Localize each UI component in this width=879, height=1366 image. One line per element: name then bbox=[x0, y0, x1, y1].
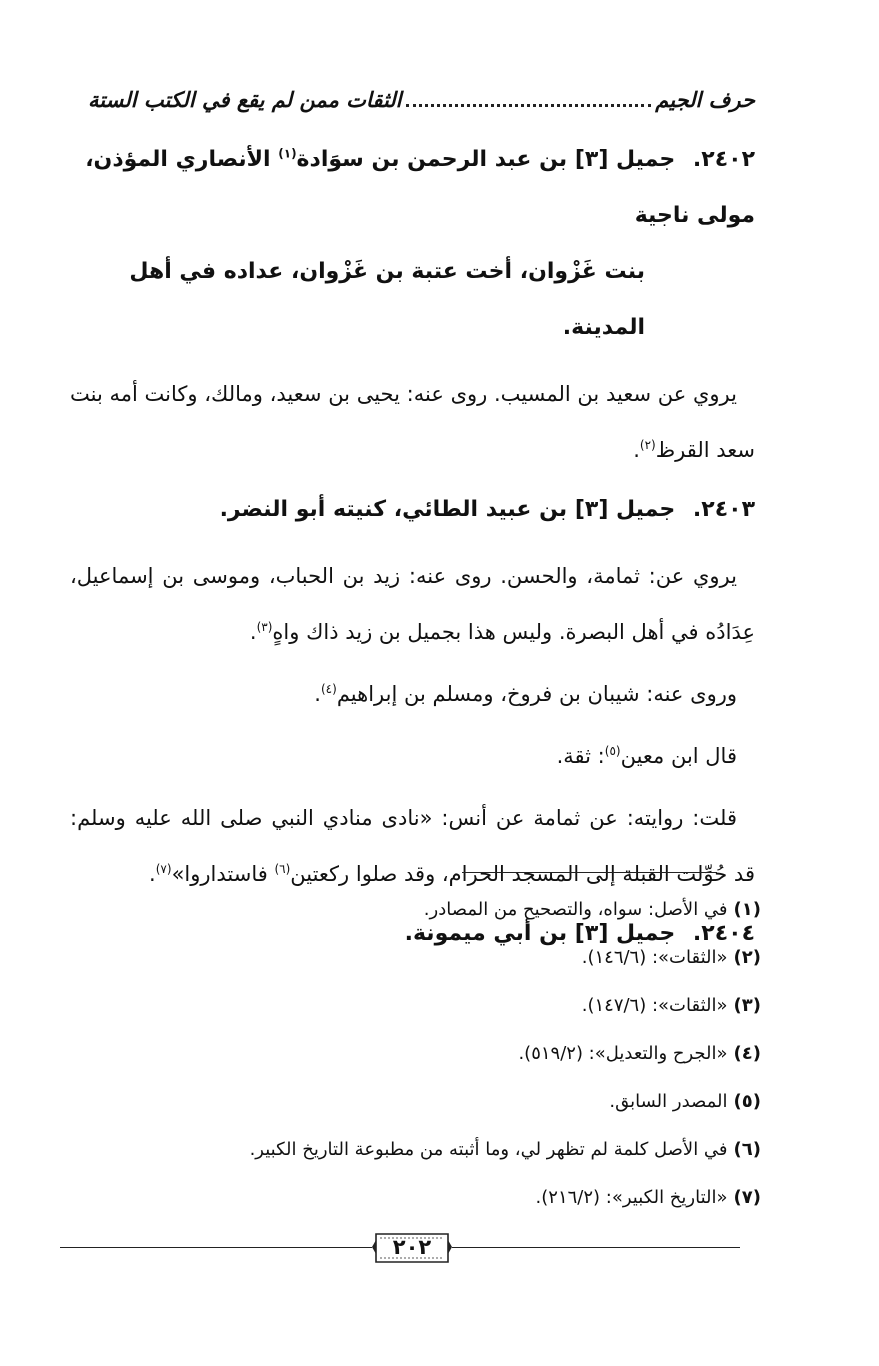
footnote-item bbox=[100, 1030, 761, 1078]
footnote-text: «الثقات»: (١٤٦/٦). bbox=[581, 947, 728, 968]
paragraph-end: . bbox=[314, 682, 321, 706]
main-text bbox=[70, 132, 755, 962]
paragraph-end: . bbox=[149, 862, 156, 886]
footnote-item bbox=[100, 934, 761, 982]
footnote-ref: (٥) bbox=[604, 744, 621, 758]
footnote-text: في الأصل: سواه، والتصحيح من المصادر. bbox=[423, 899, 728, 920]
footnote-ref: (٣) bbox=[256, 620, 273, 634]
footnote-item bbox=[100, 1078, 761, 1126]
footnote-number: (٢) bbox=[733, 947, 761, 968]
header-chapter: حرف الجيم bbox=[655, 86, 755, 112]
footnote-item bbox=[100, 886, 761, 934]
entry-title: جميل [٣] بن أبي ميمونة. bbox=[404, 921, 676, 946]
footnote-ref: (٤) bbox=[320, 682, 337, 696]
paragraph-text: وروى عنه: شيبان بن فروخ، ومسلم بن إبراهيم bbox=[336, 682, 737, 706]
entry-title: جميل [٣] بن عبيد الطائي، كنيته أبو النضر. bbox=[219, 497, 676, 522]
footnote-ref: (٢) bbox=[639, 438, 656, 452]
entry-2402-heading-continued bbox=[70, 244, 755, 356]
paragraph-end: : ثقة. bbox=[556, 744, 605, 768]
entry-2402-heading bbox=[70, 132, 755, 244]
page-number bbox=[372, 1226, 452, 1268]
footnote-item bbox=[100, 1126, 761, 1174]
entry-2403-paragraph-2 bbox=[70, 666, 755, 722]
footnote-ref: (١) bbox=[278, 146, 297, 161]
entry-title-continued: بنت غَزْوان، أخت عتبة بن غَزْوان، عداده في أهل المدينة. bbox=[129, 259, 645, 340]
footnote-number: (٦) bbox=[733, 1139, 761, 1160]
footnote-item bbox=[100, 982, 761, 1030]
footnote-number: (٥) bbox=[733, 1091, 761, 1112]
paragraph-text: يروي عن: ثمامة، والحسن. روى عنه: زيد بن الحباب، وموسى بن إسماعيل، عِدَادُه في أهل البصرة. وليس هذا بجميل بن زيد ذاك واهٍ bbox=[70, 564, 755, 644]
footnote-item bbox=[100, 1174, 761, 1222]
paragraph-text: قلت: روايته: عن ثمامة عن أنس: «نادى منادي النبي صلى الله عليه وسلم: قد حُوِّلت القبلة إلى المسجد الحرام، وقد صلوا ركعتين bbox=[70, 806, 755, 886]
entry-2403-paragraph-3 bbox=[70, 728, 755, 784]
entry-number: ٢٤٠٢. bbox=[692, 147, 755, 172]
footnote-text: في الأصل كلمة لم تظهر لي، وما أثبته من مطبوعة التاريخ الكبير. bbox=[249, 1139, 728, 1160]
paragraph-text: قال ابن معين bbox=[620, 744, 737, 768]
page-number-text: ٢٠٢ bbox=[392, 1235, 432, 1259]
entry-title: جميل [٣] بن عبد الرحمن بن سوَادة bbox=[296, 147, 676, 172]
footnote-text: المصدر السابق. bbox=[609, 1091, 728, 1112]
entry-2402-paragraph bbox=[70, 366, 755, 478]
footnote-number: (١) bbox=[733, 899, 761, 920]
running-header bbox=[88, 82, 755, 116]
spacer bbox=[70, 538, 755, 548]
paragraph-text: يروي عن سعيد بن المسيب. روى عنه: يحيى بن سعيد، ومالك، وكانت أمه بنت سعد القرظ bbox=[70, 382, 755, 462]
entry-number: ٢٤٠٤. bbox=[692, 921, 755, 946]
footnote-number: (٧) bbox=[733, 1187, 761, 1208]
header-book-title: الثقات ممن لم يقع في الكتب الستة bbox=[88, 86, 402, 112]
footnote-text: «الجرح والتعديل»: (٥١٩/٢). bbox=[518, 1043, 728, 1064]
entry-title-rest: الأنصاري المؤذن، مولى ناجية bbox=[85, 147, 755, 228]
footnote-ref: (٧) bbox=[155, 862, 172, 876]
footnote-number: (٣) bbox=[733, 995, 761, 1016]
footnote-number: (٤) bbox=[733, 1043, 761, 1064]
bottom-rule-left bbox=[60, 1247, 372, 1248]
spacer bbox=[70, 356, 755, 366]
entry-number: ٢٤٠٣. bbox=[692, 497, 755, 522]
footnote-text: «الثقات»: (١٤٧/٦). bbox=[581, 995, 728, 1016]
paragraph-end: . bbox=[249, 620, 257, 644]
paragraph-end: . bbox=[633, 438, 640, 462]
footnote-separator bbox=[462, 872, 717, 873]
footnote-text: «التاريخ الكبير»: (٢١٦/٢). bbox=[535, 1187, 728, 1208]
entry-2403-heading bbox=[70, 482, 755, 538]
entry-2403-paragraph-1 bbox=[70, 548, 755, 660]
footnotes bbox=[100, 886, 761, 1222]
paragraph-end: فاستداروا» bbox=[171, 862, 275, 886]
bottom-rule-right bbox=[452, 1247, 740, 1248]
footnote-ref: (٦) bbox=[274, 862, 291, 876]
header-dot-leader bbox=[406, 104, 652, 107]
